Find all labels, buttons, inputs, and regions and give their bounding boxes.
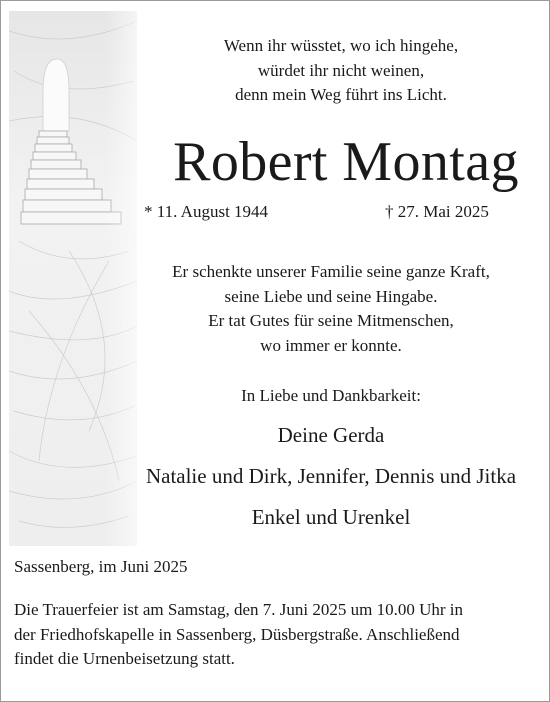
- poem-line: denn mein Weg führt ins Licht.: [235, 85, 447, 104]
- funeral-information: [14, 598, 544, 672]
- poem-line: würdet ihr nicht weinen,: [257, 60, 425, 80]
- mourner-spouse: Deine Gerda: [277, 423, 385, 447]
- death-date: † 27. Mai 2025: [385, 202, 489, 221]
- funeral-line: findet die Urnenbeisetzung statt.: [14, 649, 235, 668]
- place-and-date: Sassenberg, im Juni 2025: [14, 557, 188, 576]
- poem-line: Wenn ihr wüsstet, wo ich hingehe,: [223, 36, 459, 55]
- poem-verse: [141, 34, 541, 108]
- tribute-line: Er tat Gutes für seine Mitmenschen,: [208, 311, 454, 330]
- tribute-text: [141, 260, 521, 358]
- funeral-line: der Friedhofskapelle in Sassenberg, Düsbergstraße. Anschließend: [14, 624, 460, 644]
- tribute-line: Er schenkte unserer Familie seine ganze Kraft,: [172, 262, 490, 281]
- mourner-grandchildren: Enkel und Urenkel: [251, 505, 411, 529]
- mourner-children: Natalie und Dirk, Jennifer, Dennis und Jitka: [145, 464, 517, 488]
- deceased-name: Robert Montag: [173, 131, 519, 193]
- gratitude-line: In Liebe und Dankbarkeit:: [241, 386, 421, 405]
- tribute-line: wo immer er konnte.: [260, 335, 402, 355]
- funeral-line: Die Trauerfeier ist am Samstag, den 7. Juni 2025 um 10.00 Uhr in: [14, 600, 464, 619]
- birth-date: * 11. August 1944: [144, 202, 269, 221]
- tribute-line: seine Liebe und seine Hingabe.: [224, 286, 438, 306]
